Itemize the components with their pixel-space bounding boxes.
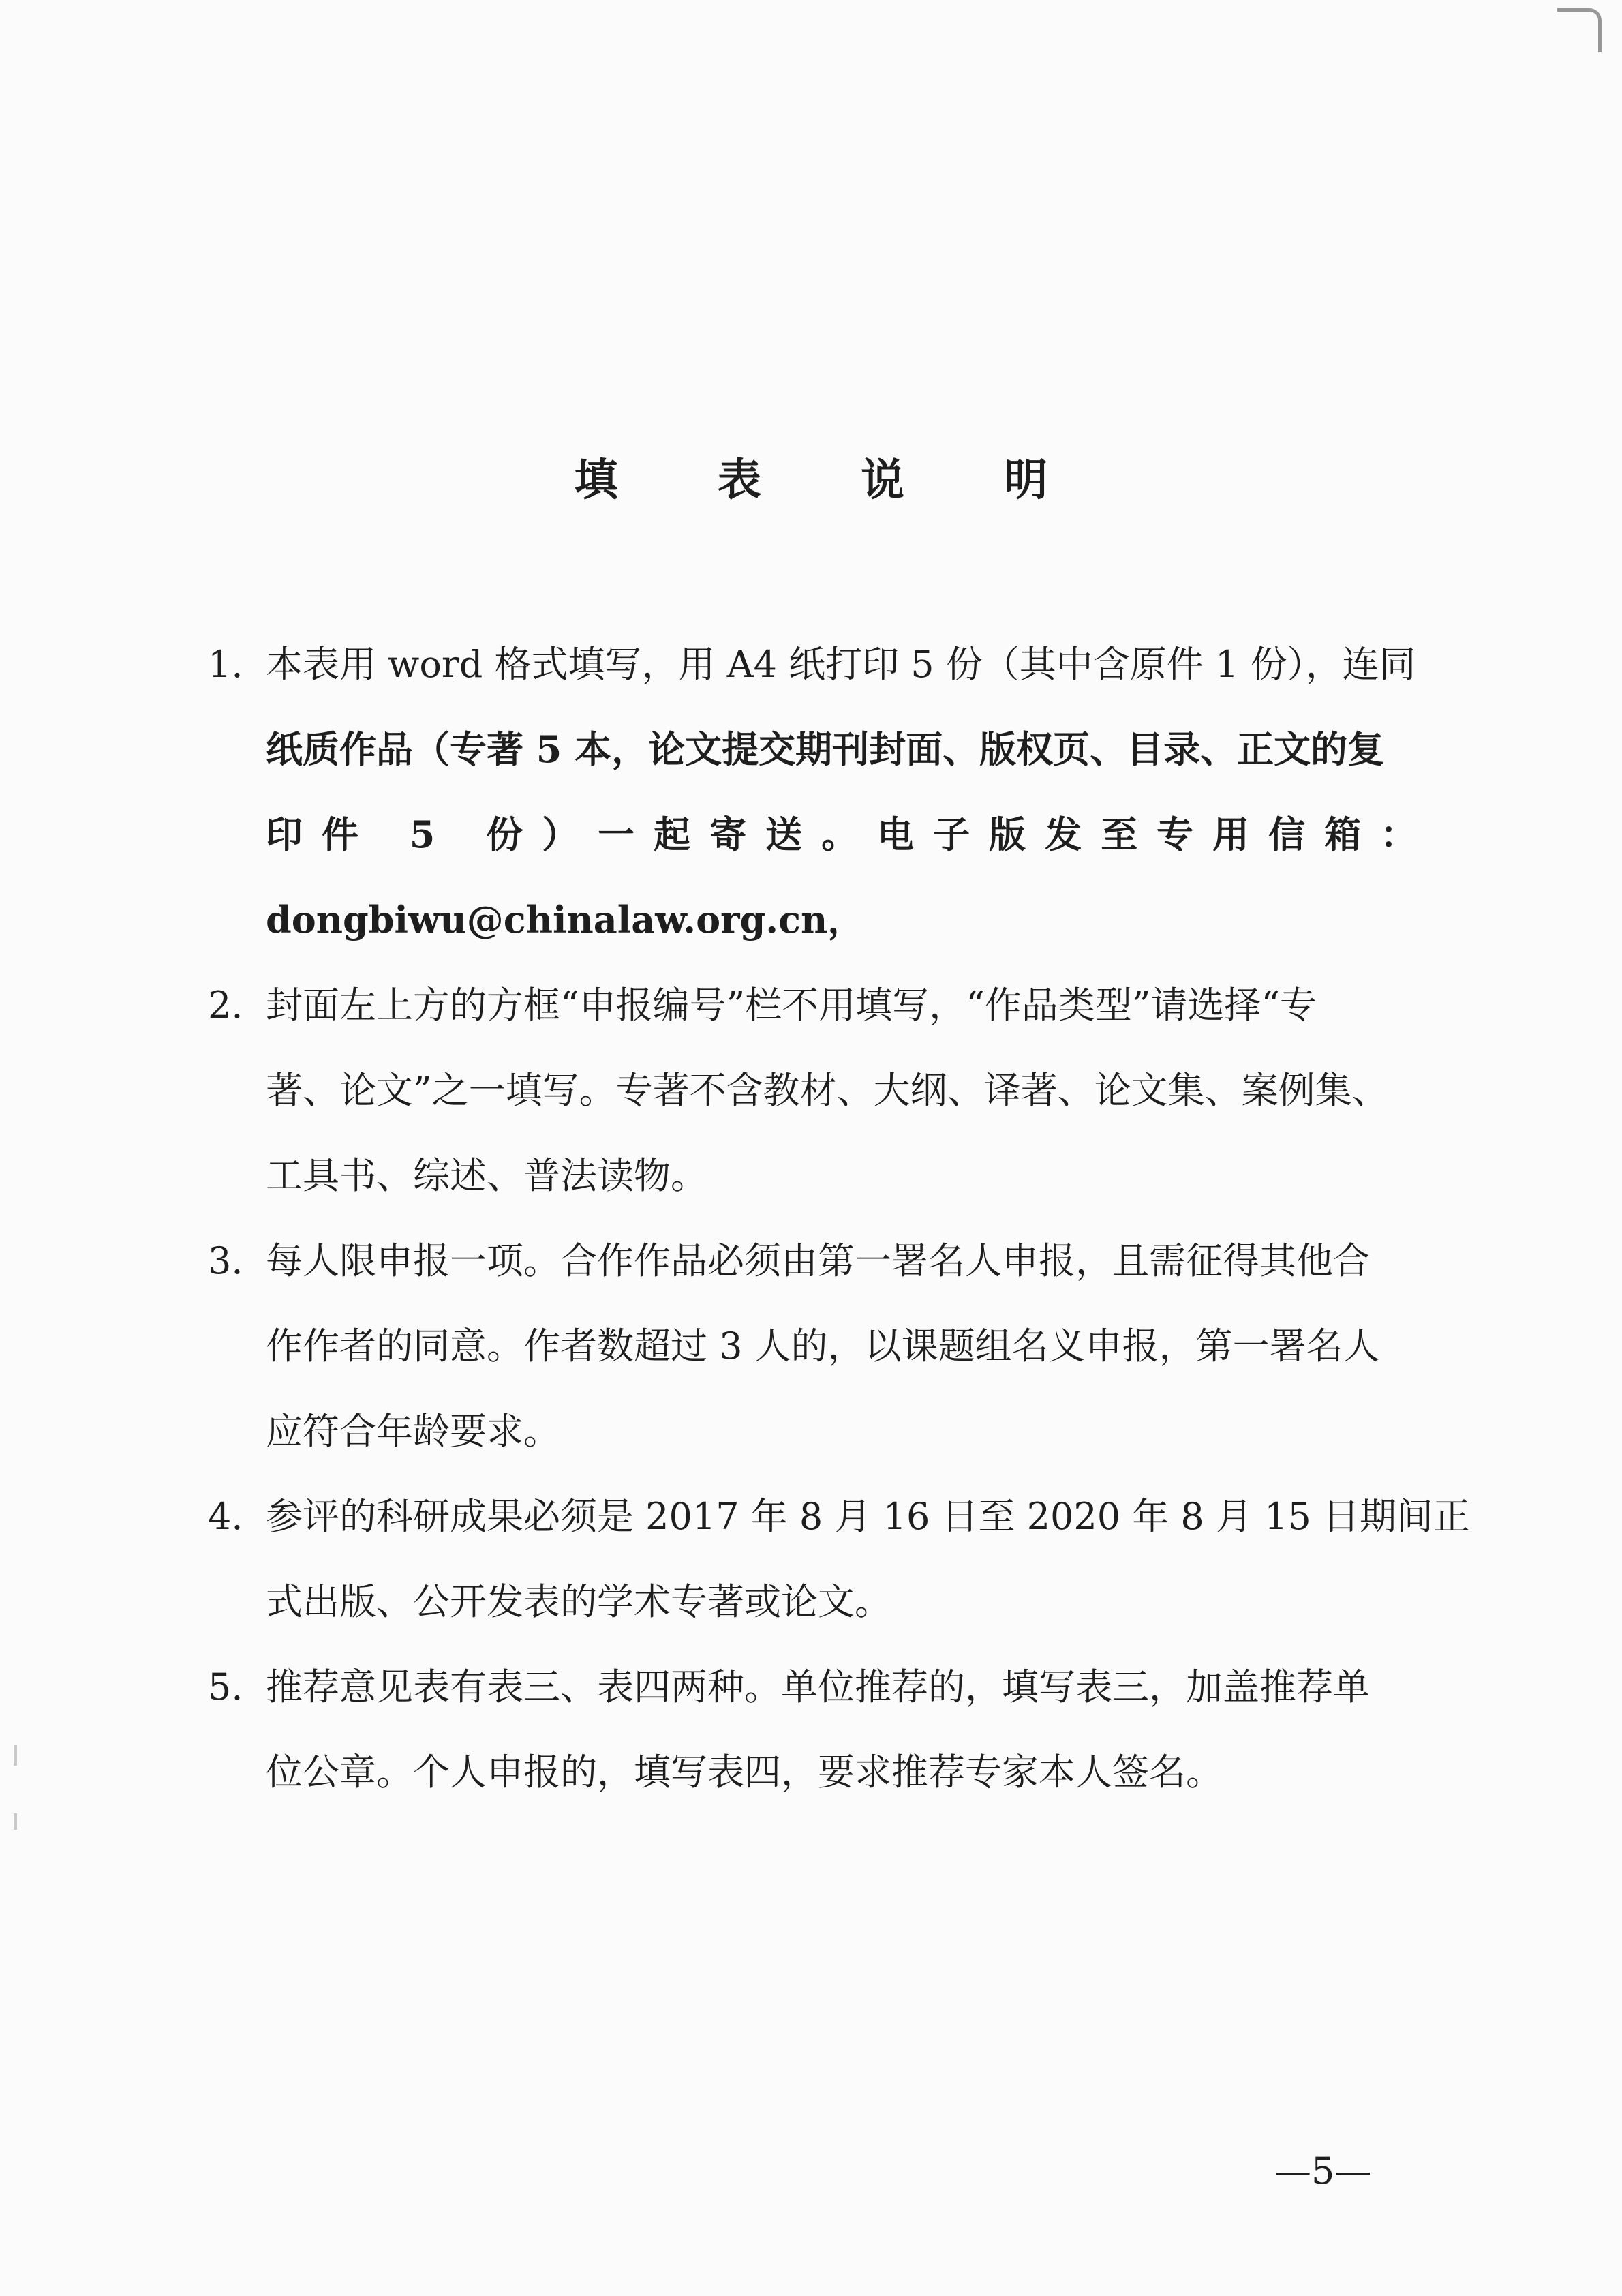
item-line: 参评的科研成果必须是 2017 年 8 月 16 日至 2020 年 8 月 15 日期间正 <box>266 1495 1470 1538</box>
scan-edge-mark <box>14 1813 17 1830</box>
item-line: 应符合年龄要求。 <box>266 1410 560 1453</box>
item-number: 3. <box>208 1239 243 1282</box>
page-title: 填 表 说 明 <box>574 455 1090 506</box>
item-line: 位公章。个人申报的，填写表四，要求推荐专家本人签名。 <box>266 1751 1223 1794</box>
item-line: 每人限申报一项。合作作品必须由第一署名人申报，且需征得其他合 <box>266 1239 1370 1282</box>
item-number: 4. <box>208 1495 243 1538</box>
item-line: 印件 5 份）一起寄送。电子版发至专用信箱： <box>266 813 1437 856</box>
list-item <box>208 1474 1470 1644</box>
instructions-list <box>208 622 1470 1815</box>
item-line: 式出版、公开发表的学术专著或论文。 <box>266 1580 891 1623</box>
item-line: 著、论文”之一填写。专著不含教材、大纲、译著、论文集、案例集、 <box>266 1069 1389 1112</box>
item-line: 本表用 word 格式填写，用 A4 纸打印 5 份（其中含原件 1 份），连同 <box>266 643 1416 686</box>
item-number: 2. <box>208 984 243 1027</box>
scan-edge-mark <box>14 1745 17 1766</box>
item-number: 1. <box>208 643 243 686</box>
item-line: 作作者的同意。作者数超过 3 人的，以课题组名义申报，第一署名人 <box>266 1325 1380 1368</box>
list-item <box>208 622 1437 963</box>
scan-corner-mark <box>1557 8 1602 52</box>
email-address[interactable]: dongbiwu@chinalaw.org.cn， <box>266 898 865 941</box>
list-item <box>208 963 1418 1218</box>
item-line: 纸质作品（专著 5 本，论文提交期刊封面、版权页、目录、正文的复 <box>266 727 1385 771</box>
item-number: 5. <box>208 1665 243 1708</box>
list-item <box>208 1644 1418 1815</box>
list-item <box>208 1218 1418 1474</box>
item-line: 封面左上方的方框“申报编号”栏不用填写，“作品类型”请选择“专 <box>266 984 1317 1027</box>
item-line: 推荐意见表有表三、表四两种。单位推荐的，填写表三，加盖推荐单 <box>266 1665 1370 1708</box>
item-line: 工具书、综述、普法读物。 <box>266 1154 707 1197</box>
page-number: —5— <box>1274 2149 1372 2192</box>
